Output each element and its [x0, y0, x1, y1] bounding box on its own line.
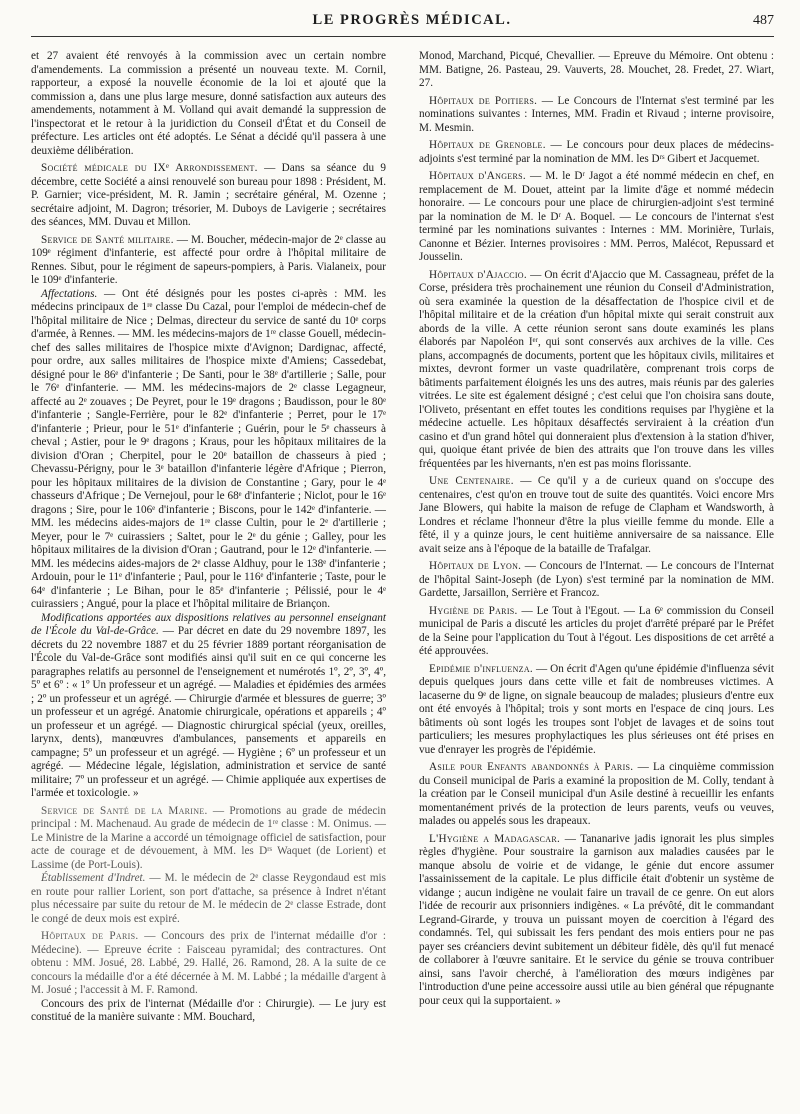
page-number: 487 — [753, 13, 774, 28]
paragraph: L'Hygiène a Madagascar. — Tananarive jadis ignorait les plus simples règles d'hygiène. Pour soustraire la garnison aux maladies causées par le manque absolu de voirie et de vidange, le génie dut encore assumer l'assainissement de la capitale. Le plus difficile était d'obtenir un système de vidange ; aucun indigène ne voulait faire un travail de ce genre. On eut alors l'idée de recourir aux prisonniers indigènes. « La prévôté, dit le commandant Legrand-Girarde, y trouva un puissant moyen de coercition à l'égard des condamnés. Tel, qui subissait les fers pendant des mois entiers pour ne pas payer ses créanciers devint subitement un débiteur fidèle, dès qu'il fut menacé de collaborer à l'œuvre sanitaire. Et le service du génie se trouva contribuer ainsi, sans l'avoir cherché, à l'amélioration des mœurs indigènes par l'introduction d'une peine accessoire aussi utile au bien général que répugnante pour ceux qui la supportaient. » — [419, 832, 775, 1007]
paragraph: et 27 avaient été renvoyés à la commission avec un certain nombre d'amendements. La commission a présenté un nouveau texte. M. Cornil, rapporteur, a exposé la nouvelle économie de la loi et ajouté que la commission a, dans une plus large mesure, donné satisfaction aux auteurs des amendements, notamment à M. Volland qui avait demandé la suppression de l'inspectorat et le retour à la juridiction du Conseil d'État et du Conseil de préfecture. Les articles ont été adoptés. Le Sénat a décidé qu'il passera à une deuxième délibération. — [31, 50, 386, 157]
section-heading: Modifications apportées aux dispositions relatives au personnel enseignant de l'École du Val-de-Grâce. — [31, 611, 386, 637]
section-heading: Affectations. — [41, 287, 98, 300]
section-heading: Epidémie d'influenza. — [429, 662, 534, 675]
paragraph: Hôpitaux d'Ajaccio. — On écrit d'Ajaccio que M. Cassagneau, préfet de la Corse, présidera très prochainement une réunion du Conseil d'Administration, où sera examinée la question de la désaffectation de l'hospice civil et de l'hôpital militaire et de la création d'un hôpital mixte qui serait construit aux abords de la ville. A cette réunion seront sans doute examinés les plans élaborés par Napoléon Iᵉʳ, qui sont conservés aux archives de la ville. Ces plans, accompagnés de documents, portent que les hôpitaux civils, militaires et mixtes, devront former un vaste quadrilatère, comprenant trois corps de bâtiments parfaitement éloignés les uns des autres, mais réunis par des galeries vitrées. Le site est également désigné ; c'est celui que l'on choisira sans doute, l'Oliveto, présentant en effet toutes les conditions requises par l'hygiène et la médecine actuelle. Les hôpitaux désaffectés serviraient à la création d'un casino et d'un grand hôtel qui donneraient plus d'extension à la station d'hiver, qui, quoique étant privée de bien des attraits que l'on trouve dans les villes fréquentées par les hivernants, n'en est pas moins florissante. — [419, 268, 775, 470]
section-heading: Hôpitaux d'Ajaccio. — [429, 268, 527, 281]
paragraph: Hôpitaux d'Angers. — M. le Dʳ Jagot a été nommé médecin en chef, en remplacement de M. Douet, atteint par la limite d'âge et nommé médecin honoraire. — Le concours pour une place de chirurgien-adjoint s'est terminé par la nomination de M. le Dʳ A. Boquel. — Le concours de l'internat s'est terminé par les nominations suivantes : Internes : MM. Morinière, Turlais, Canonne et Bézier. Internes provisoires : MM. Perros, Malécot, Repussard et Jousselin. — [419, 170, 774, 263]
paragraph: Hygiène de Paris. — Le Tout à l'Egout. — La 6ᵉ commission du Conseil municipal de Paris a discuté les articles du projet d'arrêté préparé par le Préfet de la Seine pour l'application du Tout à l'égout. Les dispositions de cet arrêté a été approuvées. — [419, 604, 775, 657]
right-column — [419, 50, 774, 1025]
paragraph: Asile pour Enfants abandonnés à Paris. — La cinquième commission du Conseil municipal de Paris a examiné la proposition de M. Colly, tendant à la création par le Conseil municipal d'un Asile destiné à recueillir les enfants momentanément privés de la protection de leurs parents, veufs ou veuves, malades ou appelés sous les drapeaux. — [419, 761, 774, 827]
section-heading: Une Centenaire. — [429, 475, 514, 487]
paragraph: Monod, Marchand, Picqué, Chevallier. — Epreuve du Mémoire. Ont obtenu : MM. Batigne, 26. Pasteau, 29. Vauverts, 28. Mouchet, 28. Fredet, 27. Wiart, 27. — [419, 50, 774, 89]
section-heading: Société médicale du IXᵉ Arrondissement. — [41, 162, 258, 174]
paragraph: Hôpitaux de Paris. — Concours des prix de l'internat médaille d'or : Médecine). — Epreuve écrite : Faisceau pyramidal; des contractures. Ont obtenu : MM. Josué, 28. Labbé, 29. Hallé, 26. Ramond, 28. A la suite de ce concours la médaille d'or a été décernée à M. M. Labbé ; la médaille d'argent à M. Josué ; l'accessit à M. F. Ramond. — [31, 930, 386, 996]
paragraph: Société médicale du IXᵉ Arrondissement. — Dans sa séance du 9 décembre, cette Société a ainsi renouvelé son bureau pour 1898 : Président, M. P. Garnier; vice-président, M. R. Jamin ; secrétaire général, M. Ozenne ; secrétaire adjoint, M. Dagron; trésorier, M. Duboys de Lavigerie ; secrétaires des séances, MM. Duvau et Millon. — [31, 162, 386, 228]
paragraph: Modifications apportées aux dispositions relatives au personnel enseignant de l'École du Val-de-Grâce. — Par décret en date du 29 novembre 1897, les décrets du 22 novembre 1887 et du 25 février 1889 portant réorganisation de l'École du Val-de-Grâce sont modifiés ainsi qu'il suit en ce qui concerne les paragraphes relatifs au personnel de l'enseignement et numérotés 1º, 2º, 3º, 4º, 5º et 6º : « 1º Un professeur et un agrégé. — Maladies et épidémies des armées ; 2º un professeur et un agrégé. — Chirurgie d'armée et blessures de guerre; 3º un professeur et un agrégé. Anatomie chirurgicale, opérations et appareils ; 4º un professeur et un agrégé. — Diagnostic chirurgical spécial (yeux, oreilles, larynx, dents), manœuvres d'ambulances, pansements et appareils en campagne; 5º un professeur et un agrégé. — Hygiène ; 6º un professeur et un agrégé. — Médecine légale, législation, administration et service de santé militaire; 7º un professeur et un agrégé. — Chimie appliquée aux expertises de l'armée et toxicologie. » — [31, 611, 386, 799]
section-heading: Hôpitaux de Grenoble. — [429, 139, 546, 151]
paragraph: Une Centenaire. — Ce qu'il y a de curieux quand on s'occupe des centenaires, c'est qu'on en trouve tout de suite des quantités. Voici encore Mrs Jane Blowers, qui habite la maison de refuge de Clapham et Wandsworth, à Londres et réclame l'honneur d'être la plus vieille femme du monde. Elle a fêté, il y a quinze jours, le cent huitième anniversaire de sa naissance. Elle avait seize ans à l'époque de la bataille de Trafalgar. — [419, 475, 774, 555]
paragraph: Service de Santé militaire. — M. Boucher, médecin-major de 2ᵉ classe au 109ᵉ régiment d'infanterie, est affecté pour ordre à l'hôpital militaire de Rennes. Sibut, pour le régiment de sapeurs-pompiers, à Paris. Vialaneix, pour le 109ᵉ d'infanterie. — [31, 233, 386, 286]
paragraph: Service de Santé de la Marine. — Promotions au grade de médecin principal : M. Machenaud. Au grade de médecin de 1ʳᵉ classe : M. Onimus. — Le Ministre de la Marine a accordé un témoignage officiel de satisfaction, pour acte de courage et de dévouement, à MM. les Dʳˢ Waquet (de Lorient) et Lassime (de Port-Louis). — [31, 804, 387, 871]
section-heading: Hôpitaux d'Angers. — [429, 170, 526, 182]
left-column — [31, 50, 386, 1025]
paragraph: Affectations. — Ont été désignés pour les postes ci-après : MM. les médecins principaux de 1ʳᵉ classe Du Cazal, pour l'emploi de médecin-chef de l'hôpital militaire de Nice ; Delmas, directeur du service de santé du 10ᵉ corps d'armée, à Rennes. — MM. les médecins-majors de 1ʳᵉ classe Gouell, médecin-chef des salles militaires de l'hospice mixte d'Avignon; Dardignac, affecté, pour ordre, aux salles militaires de l'hospice mixte d'Amiens; Cassedebat, désigné pour le 86ᵉ d'infanterie ; De Santi, pour le 38ᵉ d'artillerie ; Salle, pour le 76ᵉ d'infanterie. — MM. les médecins-majors de 2ᵉ classe Legagneur, affecté au 2ᵉ zouaves ; De Peyret, pour le 19ᵉ dragons ; Baudisson, pour le 80ᵉ d'infanterie ; Sangle-Ferrière, pour le 82ᵉ d'infanterie ; Perret, pour le 17ᵉ d'infanterie ; Prieur, pour le 51ᵉ d'infanterie ; Guérin, pour le 5ᵉ chasseurs à cheval ; Astier, pour le 9ᵉ dragons ; Kraus, pour les hôpitaux militaires de la division d'Oran ; Cherpitel, pour le 20ᵉ bataillon de chasseurs à pied ; Chevassu-Périgny, pour le 3ᵉ bataillon d'infanterie légère d'Afrique ; Pierron, pour les hôpitaux militaires de la division de Constantine ; Gary, pour le 4ᵉ chasseurs d'Afrique ; De Vernejoul, pour le 68ᵉ d'infanterie ; Niclot, pour le 16ᵉ dragons ; Sire, pour le 106ᵉ d'infanterie ; Biscons, pour le 142ᵉ d'infanterie. — MM. les médecins aides-majors de 1ʳᵉ classe Cultin, pour le 2ᵉ d'artillerie ; Meyer, pour le 7ᵉ cuirassiers ; Saltet, pour le 2ᵉ du génie ; Galley, pour les hôpitaux militaires de la division d'Oran ; Gautrand, pour le 12ᵉ d'infanterie. — MM. les médecins aides-majors de 2ᵉ classe Aldhuy, pour le 138ᵉ d'infanterie ; Ardouin, pour le 11ᵉ d'infanterie ; Paul, pour le 116ᵉ d'infanterie ; Taste, pour le 64ᵉ d'infanterie ; Le Bihan, pour le 85ᵉ d'infanterie ; Pélissié, pour le 4ᵉ cuirassiers ; Angué, pour la place et l'hôpital militaire de Briançon. — [31, 287, 386, 610]
section-heading: Service de Santé militaire. — [41, 233, 174, 246]
paragraph: Établissement d'Indret. — M. le médecin de 2ᵉ classe Reygondaud est mis en route pour rallier Lorient, son port d'attache, sa présence à Indret n'étant plus nécessaire par suite du retour de M. le médecin de 2ᵉ classe Estrade, dont le congé de deux mois est expiré. — [31, 872, 386, 925]
section-heading: L'Hygiène a Madagascar. — [429, 832, 561, 845]
paragraph: Hôpitaux de Poitiers. — Le Concours de l'Internat s'est terminé par les nominations suivantes : Internes, MM. Fradin et Rivaud ; interne provisoire, M. Mesmin. — [419, 94, 774, 134]
paragraph: Concours des prix de l'internat (Médaille d'or : Chirurgie). — Le jury est constitué de la manière suivante : MM. Bouchard, — [31, 997, 386, 1023]
paragraph: Hôpitaux de Grenoble. — Le concours pour deux places de médecins-adjoints s'est terminé par la nomination de MM. les Dʳˢ Gibert et Jacquemet. — [419, 139, 774, 165]
page-header — [31, 12, 774, 37]
journal-title: LE PROGRÈS MÉDICAL. — [312, 12, 512, 28]
paragraph: Epidémie d'influenza. — On écrit d'Agen qu'une épidémie d'influenza sévit depuis quelques jours dans cette ville et fait de nombreuses victimes. A lacaserne du 9ᵉ de ligne, on signale beaucoup de malades; plusieurs d'entre eux ont été envoyés à l'hôpital; trois y sont morts en l'espace de cinq jours. Les bâtiments où sont logés les troupes sont l'objet de lavages et de soins tout particuliers; les mesures prophylactiques les plus sérieuses ont été prises en vue d'enrayer les progrès de l'épidémie. — [419, 662, 774, 756]
section-heading: Établissement d'Indret. — [41, 872, 146, 884]
section-heading: Hôpitaux de Lyon. — [429, 560, 522, 572]
paragraph: Hôpitaux de Lyon. — Concours de l'Internat. — Le concours de l'Internat de l'hôpital Saint-Joseph (de Lyon) s'est terminé par la nomination de MM. Gardette, Jarsaillon, Serrière et Francoz. — [419, 560, 774, 599]
section-heading: Hôpitaux de Poitiers. — [429, 94, 538, 107]
section-heading: Hygiène de Paris. — [429, 604, 518, 617]
section-heading: Asile pour Enfants abandonnés à Paris. — [429, 761, 634, 773]
section-heading: Service de Santé de la Marine. — [41, 804, 208, 817]
section-heading: Hôpitaux de Paris. — [41, 930, 139, 942]
